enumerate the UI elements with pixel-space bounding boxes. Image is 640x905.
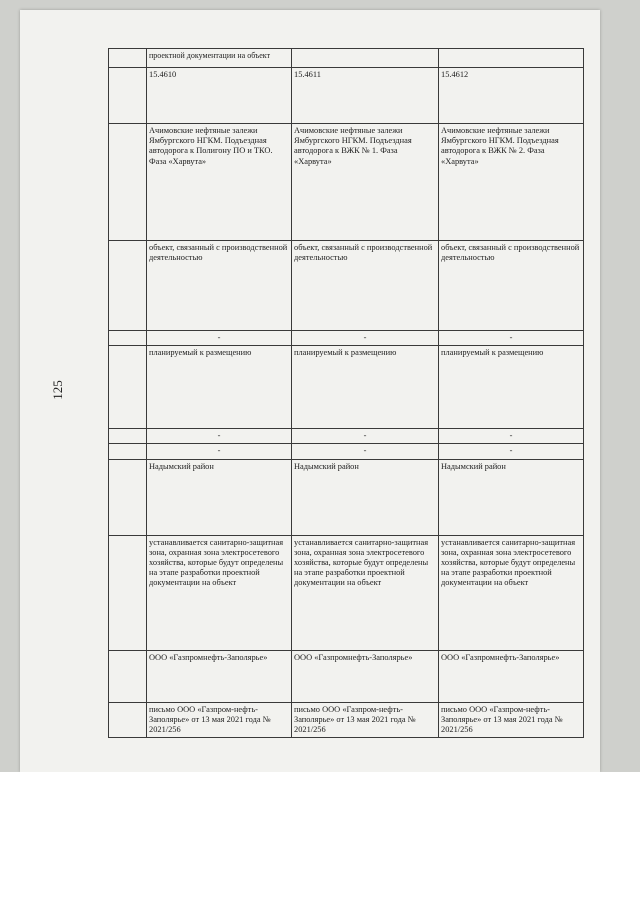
field-header-cell [109, 68, 147, 124]
table-row [109, 429, 584, 444]
row-id: 15.4612 [439, 68, 584, 124]
row-id: 15.4610 [147, 68, 292, 124]
page-number: 125 [50, 380, 65, 400]
field-header-cell [109, 429, 147, 444]
dash-cell: - [147, 444, 292, 459]
field-header-cell [109, 535, 147, 650]
table-row [109, 346, 584, 429]
district-cell: Надымский район [292, 459, 439, 535]
table-row [109, 702, 584, 738]
district-cell: Надымский район [439, 459, 584, 535]
table-row [109, 444, 584, 459]
continuation-cell [439, 49, 584, 68]
field-header-cell [109, 124, 147, 241]
field-header-cell [109, 444, 147, 459]
table-row [109, 49, 584, 68]
organization-cell: ООО «Газпромнефть-Заполярье» [292, 650, 439, 702]
table-row [109, 331, 584, 346]
blank-area [0, 772, 640, 905]
source-cell: письмо ООО «Газпром-нефть-Заполярье» от 13 мая 2021 года № 2021/256 [292, 702, 439, 738]
scanned-page [20, 10, 600, 772]
object-status: планируемый к размещению [292, 346, 439, 429]
object-status: планируемый к размещению [147, 346, 292, 429]
dash-cell: - [439, 429, 584, 444]
object-purpose: объект, связанный с производственной деятельностью [439, 241, 584, 331]
field-header-cell [109, 459, 147, 535]
field-header-cell [109, 331, 147, 346]
objects-table [108, 48, 584, 738]
table-row [109, 241, 584, 331]
field-header-cell [109, 241, 147, 331]
organization-cell: ООО «Газпромнефть-Заполярье» [439, 650, 584, 702]
dash-cell: - [147, 429, 292, 444]
zones-cell: устанавливается санитарно-защитная зона, охранная зона электросетевого хозяйства, которые будут определены на этапе разработки проектной документации на объект [292, 535, 439, 650]
object-purpose: объект, связанный с производственной деятельностью [147, 241, 292, 331]
object-purpose: объект, связанный с производственной деятельностью [292, 241, 439, 331]
field-header-cell [109, 346, 147, 429]
object-status: планируемый к размещению [439, 346, 584, 429]
zones-cell: устанавливается санитарно-защитная зона, охранная зона электросетевого хозяйства, которые будут определены на этапе разработки проектной документации на объект [439, 535, 584, 650]
table-row [109, 535, 584, 650]
continuation-cell [292, 49, 439, 68]
dash-cell: - [147, 331, 292, 346]
source-cell: письмо ООО «Газпром-нефть-Заполярье» от 13 мая 2021 года № 2021/256 [147, 702, 292, 738]
object-name: Ачимовские нефтяные залежи Ямбургского НГКМ. Подъездная автодорога к ВЖК № 2. Фаза «Харвута» [439, 124, 584, 241]
dash-cell: - [292, 331, 439, 346]
dash-cell: - [439, 444, 584, 459]
source-cell: письмо ООО «Газпром-нефть-Заполярье» от 13 мая 2021 года № 2021/256 [439, 702, 584, 738]
field-header-cell [109, 49, 147, 68]
district-cell: Надымский район [147, 459, 292, 535]
field-header-cell [109, 650, 147, 702]
organization-cell: ООО «Газпромнефть-Заполярье» [147, 650, 292, 702]
object-name: Ачимовские нефтяные залежи Ямбургского НГКМ. Подъездная автодорога к Полигону ПО и ТКО. Фаза «Харвута» [147, 124, 292, 241]
zones-cell: устанавливается санитарно-защитная зона, охранная зона электросетевого хозяйства, которые будут определены на этапе разработки проектной документации на объект [147, 535, 292, 650]
table-row [109, 124, 584, 241]
dash-cell: - [439, 331, 584, 346]
table-row [109, 459, 584, 535]
continuation-cell: проектной документации на объект [147, 49, 292, 68]
field-header-cell [109, 702, 147, 738]
table-row [109, 68, 584, 124]
object-name: Ачимовские нефтяные залежи Ямбургского НГКМ. Подъездная автодорога к ВЖК № 1. Фаза «Харвута» [292, 124, 439, 241]
dash-cell: - [292, 444, 439, 459]
dash-cell: - [292, 429, 439, 444]
table-row [109, 650, 584, 702]
row-id: 15.4611 [292, 68, 439, 124]
